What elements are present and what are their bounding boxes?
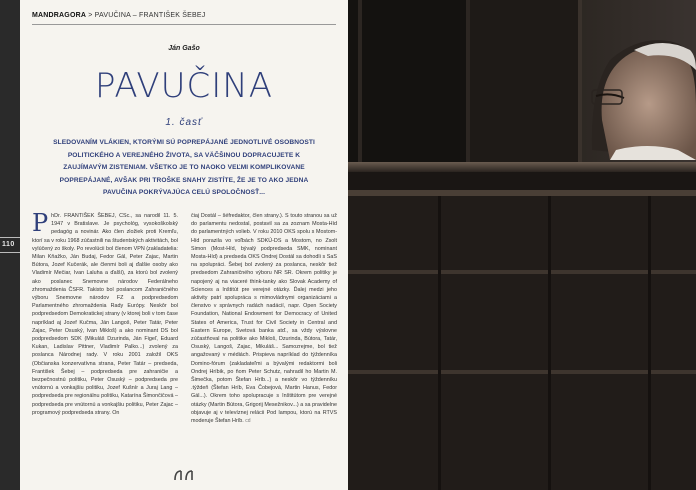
magazine-logo-icon — [172, 468, 196, 482]
article-body — [32, 212, 338, 482]
breadcrumb-section: MANDRAGORA — [32, 12, 87, 19]
column-1-text: hDr. FRANTIŠEK ŠEBEJ, CSc., sa narodil 11. 5. 1947 v Bratislave. Je psychológ, vysokoškolský pedagóg a novinár. Ako člen zložiek proti Kremľu, ktorí sa v roku 1968 zúčastnili na študentských aktivitách, bol vylúčený zo školy. Po revolúcii bol členom VPN (zakladatelia: Milan Kňažko, Ján Budaj, Fedor Gál, Peter Zajac, Martin Bútora, Jozef Kučerák, ale členmi boli aj ďalšie osoby ako Vladimír Mečiar, Ivan Laluha a ďalší), za ktorú bol zvolený ako poslanec Snemovne národov Federálneho zhromaždenia ČSFR. Takisto bol poslancom Zahraničného výboru Snemovne národov FZ a podpredsedom Parlamentného zhromaždenia Rady Európy. Neskôr bol podpredsedom Demokratickej strany (v ktorej boli v tom čase napríklad aj Jozef Kučma, Ján Langoš, Peter Tatár, Peter Zajac, Peter Osuský, Ivan Mikloš) a ako nominant DS bol podpredsedom SDK (Mikuláš Dzurinda, Ján Figeľ, Eduard Kukan, Ladislav Pittner, Vladimír Palko...) zvolený za poslanca Národnej rady. V roku 2001 založil OKS (Občianska konzervatívna strana, Peter Tatár – predseda, František Šebej – podpredseda pre zahraničie a bezpečnostnú politiku, Peter Osuský – podpredseda pre vnútornú a vonkajšiu politiku, Jozef Kušnír a Juraj Lang – podpredseda pre regionálnu politiku, Katarína Šimončičová – podpredseda pre vnútornú a vonkajšiu politiku, Peter Zajac – programový podpredseda strany. On — [32, 213, 178, 416]
article-page — [20, 0, 348, 490]
breadcrumb-trail: > PAVUČINA – FRANTIŠEK ŠEBEJ — [86, 12, 206, 19]
article-part: 1. časť — [165, 117, 203, 128]
breadcrumb-rule — [32, 24, 336, 25]
article-lead: SLEDOVANÍM VLÁKIEN, KTORÝMI SÚ POPREPÁJANÉ JEDNOTLIVÉ OSOBNOSTI POLITICKÉHO A VEREJNÉHO ŽIVOTA, SA VÄČŠINOU DOPRACUJETE K ZAUJÍMAVÝM ZISTENIAM. VŠETKO JE TO NAOKO VEĽMI KOMPLIKOVANE POPREPÁJANÉ, AVŠAK PRI TROŠKE SNAHY ZISTÍTE, ŽE JE TO AKO JEDNA PAVUČINA POKRÝVAJÚCA CELÚ SPOLOČNOSŤ... — [53, 139, 315, 196]
drop-cap: P — [32, 212, 49, 237]
portrait-photo — [348, 0, 696, 490]
breadcrumb — [32, 12, 205, 19]
page-number-rule-bottom — [0, 252, 20, 253]
article-author: Ján Gašo — [168, 45, 200, 52]
article-column-2 — [191, 212, 337, 442]
article-column-1 — [32, 212, 178, 442]
portrait-photo-illustration — [348, 0, 696, 490]
page-number-rule-top — [0, 237, 20, 238]
end-mark: cd — [245, 418, 251, 425]
page-number: 110 — [2, 241, 15, 248]
column-2-text: čiaj Dostál – šéfredaktor, člen strany.). S touto stranou sa už do parlamentu nedostal, postavil sa za zoznam Mosta-Híd do parlamentných volieb. V roku 2010 OKS spolu s Mostom-Híd porazila vo voľbách SDKÚ-DS a Mostom, no Zsolt Simon (Most-Híd, bývalý podpredseda SMK, nominant Mosta-Híd) a predseda OKS Ondrej Dostál sa dohodli s SaS na spolupráci. Šebej bol zvolený za poslanca, neskôr tiež predsedom Zahraničného výboru NR SR. Okrem politiky je napojený aj na viaceré think-tanky ako Slovak Academy of Sciences a Inštitút pre verejné otázky. Ďalej medzi jeho aktivity patrí spolupráca s mimovládnymi organizáciami a členstvo v správnych radách nadácií, napr. Open Society Foundation, National Endowment for Democracy of United States of America, Trust for Civil Society in Central and Eastern Europe, Svetová banka atď., sa vždy výslovne zúčastňoval na politike ako Mikloš, Dzurinda, Bútora, Tatár, Osuský, Langoš, Zajac, Mikuláš... Samozrejme, bol tiež angažovaný v médiách. Prispieva napríklad do týždenníka Domino-fórum (zakladateľmi a bývalými redaktormi boli Ondrej Hríbik, po ňom Peter Schutz, nahradil ho Martin M. Šimečka, potom Štefan Hríb...) a neskôr vo týždenníku .týždeň (Štefan Hríb, Eva Čobejová, Martin Hanus, Fedor Gál...). Okrem toho spolupracuje s Inštitútom pre verejné otázky (Martin Bútora, Grigorij Mesežnikov...) a sa pravidelne objavuje aj v televíznej relácii Pod lampou, ktorú na RTVS moderuje Štefan Hríb. — [191, 213, 337, 425]
article-title: PAVUČINA — [94, 66, 274, 106]
